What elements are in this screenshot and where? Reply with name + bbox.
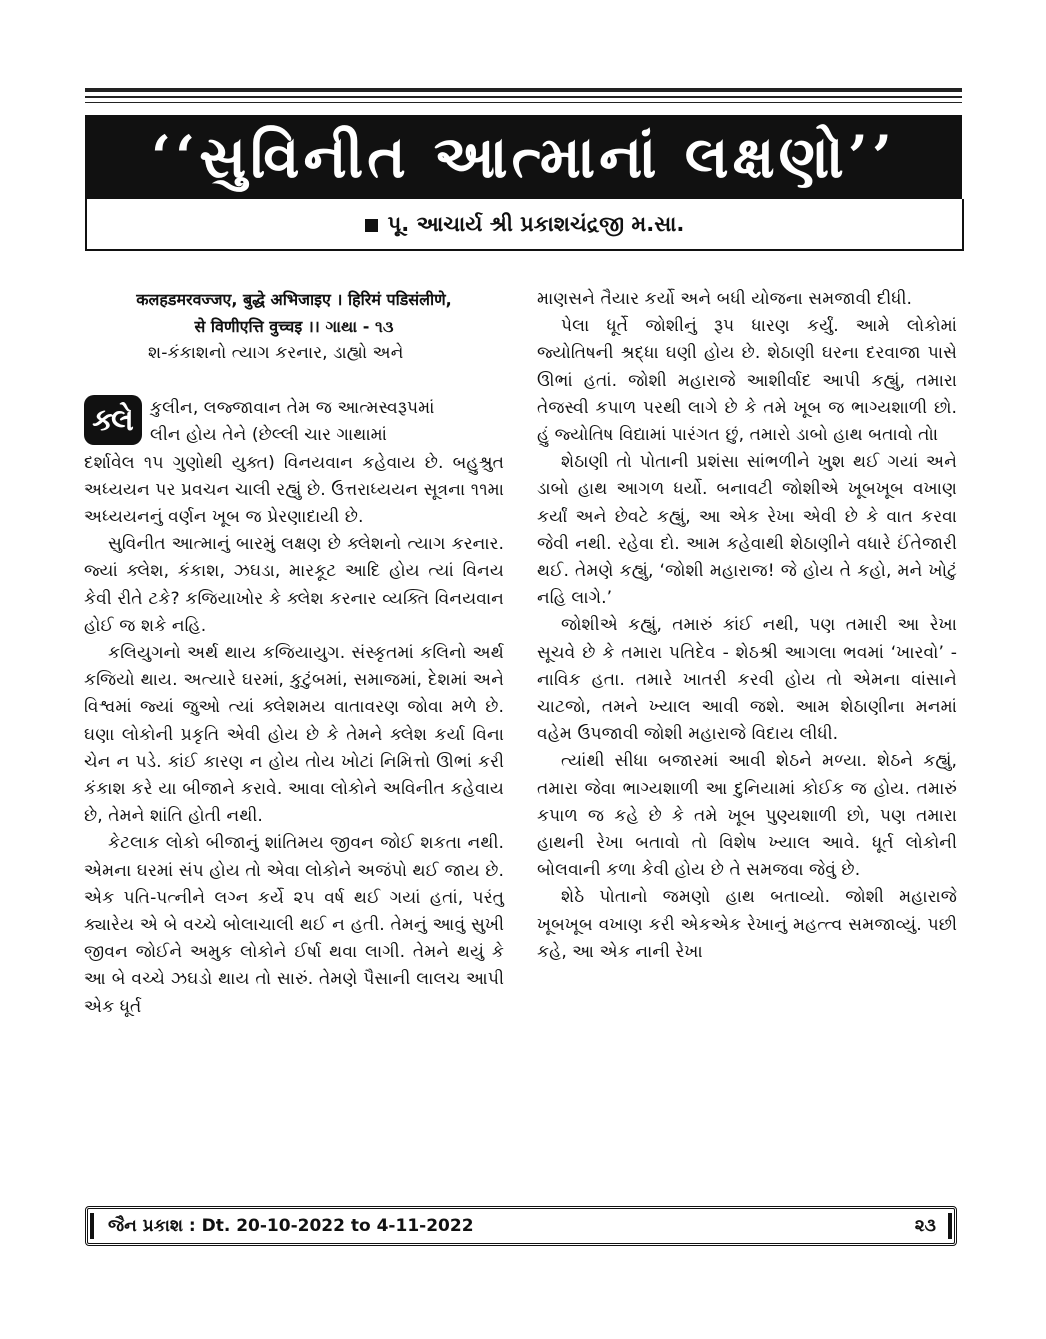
right-paragraph-3: શેઠાણી તો પોતાની પ્રશંસા સાંભળીને ખુશ થઈ ગયાં અને ડાબો હાથ આગળ ધર્યો. બનાવટી જોશીએ ખૂબખૂબ વખાણ કર્યાં અને છેવટે કહ્યું, આ એક રેખા એવી છે કે વાત કરવા જેવી નથી. રહેવા દો. આમ કહેવાથી શેઠાણીને વધારે ઈંતેજારી થઈ. તેમણે કહ્યું, ‘જોશી મહારાજ! જે હોય તે કહો, મને ખોટું નહિ લાગે.’ xyxy=(537,452,957,609)
author-byline xyxy=(85,199,964,251)
footer-publication: જૈન પ્રકાશ : Dt. 20-10-2022 to 4-11-2022 xyxy=(108,1216,474,1236)
page-footer xyxy=(85,1206,957,1246)
right-paragraph-5: ત્યાંથી સીધા બજારમાં આવી શેઠને મળ્યા. શેઠને કહ્યું, તમારા જેવા ભાગ્યશાળી આ દુનિયામાં કોઈક જ હોય. તમારું કપાળ જ કહે છે કે તમે ખૂબ પુણ્યશાળી છો, પણ તમારા હાથની રેખા બતાવો તો વિશેષ ખ્યાલ આવે. ધૂર્ત લોકોની બોલવાની કળા કેવી હોય છે તે સમજવા જેવું છે. xyxy=(537,751,957,881)
footer-right-bar xyxy=(948,1213,952,1239)
article-title-text: ‘‘સુવિનીત આત્માનાં લક્ષણો’’ xyxy=(150,122,897,191)
left-paragraph-2: સુવિનીત આત્માનું બારમું લક્ષણ છે ક્લેશનો ત્યાગ કરનાર. જ્યાં ક્લેશ, કંકાશ, ઝઘડા, મારકૂટ આદિ હોય ત્યાં વિનય કેવી રીતે ટકે? કજિયાખોર કે ક્લેશ કરનાર વ્યક્તિ વિનયવાન હોઈ જ શકે નહિ. xyxy=(84,534,504,636)
drop-cap: ક્લે xyxy=(84,395,142,445)
top-rule-thick xyxy=(85,88,962,92)
right-column xyxy=(537,286,957,966)
footer-page-number: ૨૩ xyxy=(914,1216,936,1236)
verse-line-2: से विणीएत्ति वुच्चइ ।। ગાથા - ૧૩ xyxy=(194,317,394,336)
footer-left-bar xyxy=(90,1213,94,1239)
square-bullet-icon xyxy=(365,219,378,232)
left-paragraph-3: કલિયુગનો અર્થ થાય કજિયાયુગ. સંસ્કૃતમાં કલિનો અર્થ કજિયો થાય. અત્યારે ઘરમાં, કુટુંબમાં, સમાજમાં, દેશમાં અને વિશ્વમાં જ્યાં જુઓ ત્યાં ક્લેશમય વાતાવરણ જોવા મળે છે. ઘણા લોકોની પ્રકૃતિ એવી હોય છે કે તેમને ક્લેશ કર્યા વિના ચેન ન પડે. કાંઈ કારણ ન હોય તોય ખોટાં નિમિત્તો ઊભાં કરી કંકાશ કરે યા બીજાને કરાવે. આવા લોકોને અવિનીત કહેવાય છે, તેમને શાંતિ હોતી નથી. xyxy=(84,643,504,827)
verse-line-1: कलहडमरवज्जए, बुद्धे अभिजाइए । हिरिमं पडिसंलीणे, xyxy=(136,290,452,309)
right-paragraph-1: માણસને તૈયાર કર્યો અને બધી યોજના સમજાવી દીધી. xyxy=(537,289,912,309)
opening-paragraph-rest: દર્શાવેલ ૧૫ ગુણોથી યુક્ત) વિનયવાન કહેવાય છે. બહુશ્રુત અધ્યયન પર પ્રવચન ચાલી રહ્યું છે. ઉત્તરાધ્યયન સૂત્રના ૧૧મા અધ્યયનનું વર્ણન ખૂબ જ પ્રેરણાદાયી છે. xyxy=(84,452,504,528)
opening-line-3: લીન હોય તેને (છેલ્લી ચાર ગાથામાં xyxy=(150,425,388,446)
author-name: પૂ. આચાર્ય શ્રી પ્રકાશચંદ્રજી મ.સા. xyxy=(387,211,685,236)
right-paragraph-6: શેઠે પોતાનો જમણો હાથ બતાવ્યો. જોશી મહારાજે ખૂબખૂબ વખાણ કરી એકએક રેખાનું મહત્ત્વ સમજાવ્યું. પછી કહે, આ એક નાની રેખા xyxy=(537,887,957,962)
opening-paragraph xyxy=(84,340,504,531)
left-column xyxy=(84,286,504,1021)
right-paragraph-4: જોશીએ કહ્યું, તમારું કાંઈ નથી, પણ તમારી આ રેખા સૂચવે છે કે તમારા પતિદેવ - શેઠશ્રી આગલા ભવમાં ‘ખારવો’ - નાવિક હતા. તમારે ખાતરી કરવી હોય તો એમના વાંસાને ચાટજો, તમને ખ્યાલ આવી જશે. આમ શેઠાણીના મનમાં વહેમ ઉપજાવી જોશી મહારાજે વિદાય લીધી. xyxy=(537,615,957,745)
opening-line-2: કુલીન, લજ્જાવાન તેમ જ આત્મસ્વરૂપમાં xyxy=(150,398,435,419)
right-paragraph-2: પેલા ધૂર્તે જોશીનું રૂપ ધારણ કર્યું. આમે લોકોમાં જ્યોતિષની શ્રદ્ધા ઘણી હોય છે. શેઠાણી ઘરના દરવાજા પાસે ઊભાં હતાં. જોશી મહારાજે આશીર્વાદ આપી કહ્યું, તમારા તેજસ્વી કપાળ પરથી લાગે છે કે તમે ખૂબ જ ભાગ્યશાળી છો. હું જ્યોતિષ વિદ્યામાં પારંગત છું, તમારો ડાબો હાથ બતાવો તો। xyxy=(537,316,957,446)
article-title xyxy=(85,115,962,199)
left-paragraph-4: કેટલાક લોકો બીજાનું શાંતિમય જીવન જોઈ શકતા નથી. એમના ઘરમાં સંપ હોય તો એવા લોકોને અજંપો થઈ જાય છે. એક પતિ-પત્નીને લગ્ન કર્યે ૨૫ વર્ષ થઈ ગયાં હતાં, પરંતુ ક્યારેય એ બે વચ્ચે બોલાચાલી થઈ ન હતી. તેમનું આવું સુખી જીવન જોઈને અમુક લોકોને ઈર્ષા થવા લાગી. તેમને થયું કે આ બે વચ્ચે ઝઘડો થાય તો સારું. તેમણે પૈસાની લાલચ આપી એક ધૂર્ત xyxy=(84,833,504,1017)
top-rule-thin xyxy=(85,96,962,98)
opening-line-1: શ-કંકાશનો ત્યાગ કરનાર, ડાહ્યો અને xyxy=(148,343,404,363)
top-rule-thin-2 xyxy=(85,102,962,103)
